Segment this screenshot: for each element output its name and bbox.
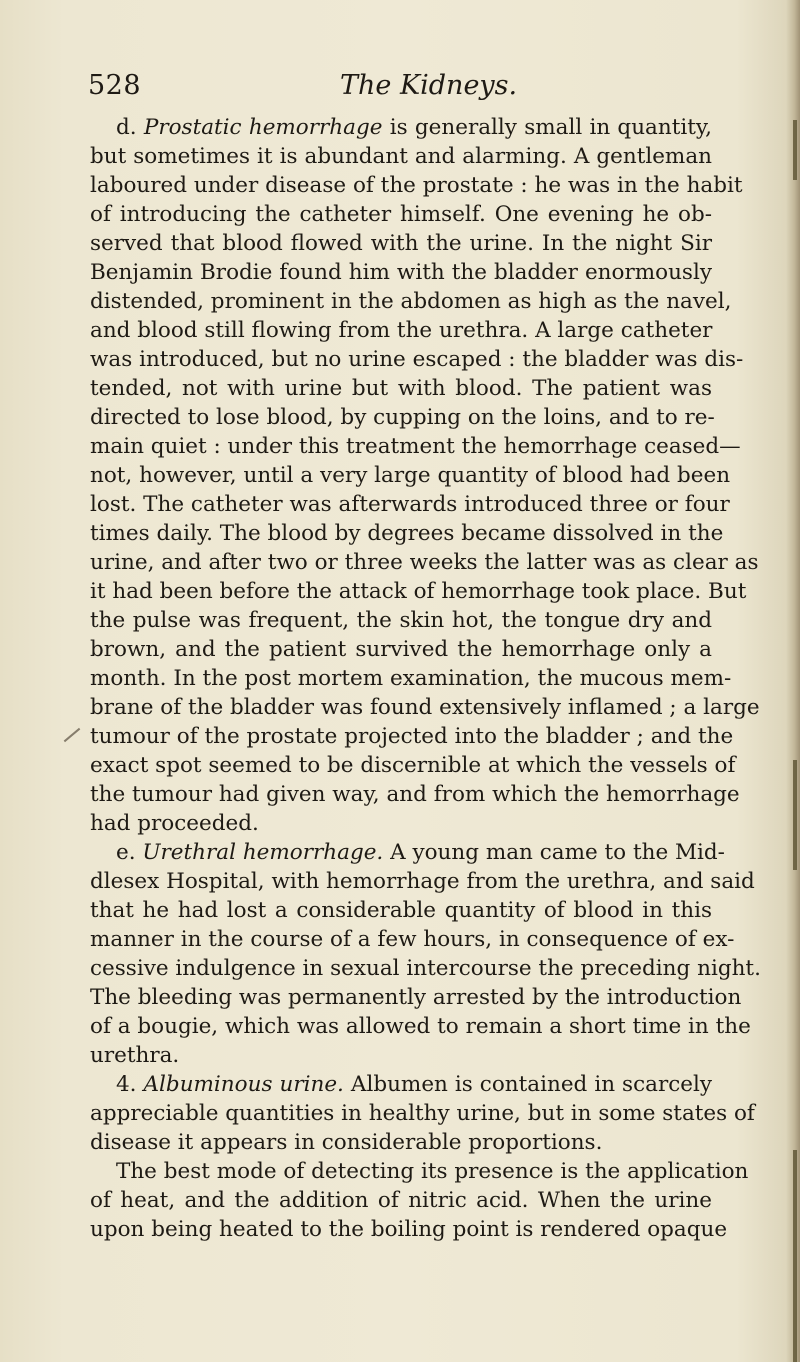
- text-line: dlesex Hospital, with hemorrhage from the urethra, and said: [90, 869, 755, 894]
- text-line: directed to lose blood, by cupping on the loins, and to re-: [90, 405, 715, 430]
- text-line: the pulse was frequent, the skin hot, the tongue dry and: [90, 608, 712, 633]
- page-number: 528: [88, 70, 142, 101]
- text-line: brown, and the patient survived the hemorrhage only a: [90, 637, 712, 662]
- text-line: upon being heated to the boiling point is rendered opaque: [90, 1217, 728, 1242]
- text-line: tended, not with urine but with blood. The patient was: [90, 376, 712, 401]
- margin-pencil-mark: [64, 728, 81, 742]
- text-line: had proceeded.: [90, 811, 259, 836]
- line-prefix: e.: [116, 840, 143, 865]
- text-line: [90, 838, 725, 867]
- page-header: [88, 70, 728, 110]
- text-line: times daily. The blood by degrees became dissolved in the: [90, 521, 724, 546]
- text-line: The best mode of detecting its presence is the application: [116, 1159, 749, 1184]
- body-text: [90, 113, 761, 1244]
- text-line: the tumour had given way, and from which the hemorrhage: [90, 782, 740, 807]
- text-line: [90, 1070, 712, 1099]
- text-line: distended, prominent in the abdomen as high as the navel,: [90, 289, 732, 314]
- text-line: but sometimes it is abundant and alarming. A gentleman: [90, 144, 712, 169]
- text-line: appreciable quantities in healthy urine, but in some states of: [90, 1101, 755, 1126]
- text-line: urethra.: [90, 1043, 180, 1068]
- edge-mark: [793, 120, 797, 180]
- text-line: [90, 113, 712, 142]
- text-line: of introducing the catheter himself. One evening he ob-: [90, 202, 712, 227]
- text-line: cessive indulgence in sexual intercourse the preceding night.: [90, 956, 761, 981]
- text-line: of heat, and the addition of nitric acid. When the urine: [90, 1188, 712, 1213]
- text-line: served that blood flowed with the urine. In the night Sir: [90, 231, 712, 256]
- text-line: it had been before the attack of hemorrhage took place. But: [90, 579, 747, 604]
- text-line: lost. The catheter was afterwards introduced three or four: [90, 492, 730, 517]
- line-text: is generally small in quantity,: [382, 115, 712, 140]
- section-heading-italic: Prostatic hemorrhage: [143, 115, 383, 140]
- text-line: laboured under disease of the prostate : he was in the habit: [90, 173, 743, 198]
- text-line: main quiet : under this treatment the hemorrhage ceased—: [90, 434, 741, 459]
- text-line: The bleeding was permanently arrested by the introduction: [90, 985, 742, 1010]
- text-line: Benjamin Brodie found him with the bladder enormously: [90, 260, 712, 285]
- text-line: tumour of the prostate projected into the bladder ; and the: [90, 724, 734, 749]
- section-heading-italic: Urethral hemorrhage.: [142, 840, 384, 865]
- text-line: was introduced, but no urine escaped : the bladder was dis-: [90, 347, 744, 372]
- section-heading-italic: Albuminous urine.: [143, 1072, 344, 1097]
- text-line: exact spot seemed to be discernible at which the vessels of: [90, 753, 736, 778]
- edge-mark: [793, 1150, 797, 1362]
- running-title: The Kidneys.: [340, 70, 518, 101]
- line-text: Albumen is contained in scarcely: [343, 1072, 713, 1097]
- text-line: that he had lost a considerable quantity of blood in this: [90, 898, 712, 923]
- text-line: urine, and after two or three weeks the latter was as clear as: [90, 550, 759, 575]
- line-prefix: 4.: [116, 1072, 144, 1097]
- line-prefix: d.: [116, 115, 144, 140]
- text-line: and blood still flowing from the urethra. A large catheter: [90, 318, 713, 343]
- edge-mark: [793, 760, 797, 870]
- page-edge-shadow: [786, 0, 800, 1362]
- text-line: disease it appears in considerable proportions.: [90, 1130, 603, 1155]
- text-line: brane of the bladder was found extensively inflamed ; a large: [90, 695, 760, 720]
- line-text: A young man came to the Mid-: [383, 840, 725, 865]
- text-line: of a bougie, which was allowed to remain a short time in the: [90, 1014, 751, 1039]
- text-line: month. In the post mortem examination, the mucous mem-: [90, 666, 732, 691]
- text-line: manner in the course of a few hours, in consequence of ex-: [90, 927, 735, 952]
- text-line: not, however, until a very large quantity of blood had been: [90, 463, 731, 488]
